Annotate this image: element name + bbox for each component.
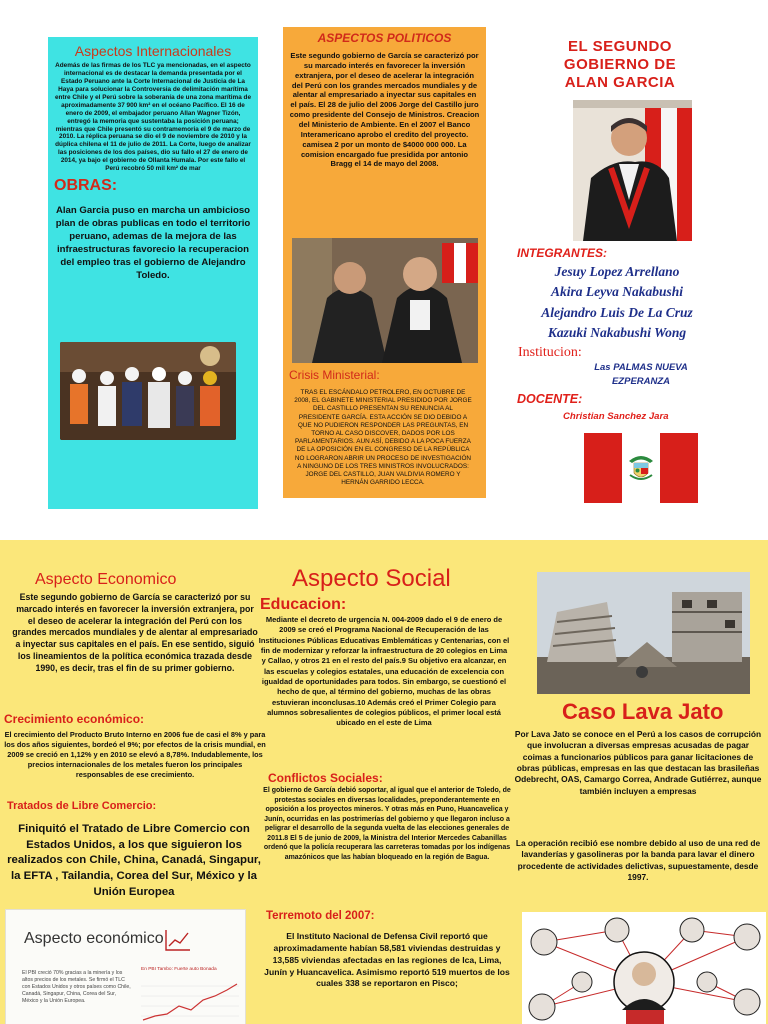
economico-title: Aspecto Economico <box>35 571 177 588</box>
flag-red-band <box>660 433 698 503</box>
crisis-title: Crisis Ministerial: <box>289 368 380 382</box>
crisis-text: TRAS EL ESCÁNDALO PETROLERO, EN OCTUBRE DE 2008, EL GABINETE MINISTERIAL PRESIDIDO POR JORGE DEL CASTILLO PRESENTAN SU RENUNCIA AL PRESIDENTE GARCÍA. ESTA ACCIÓN SE DIO DEBIDO A QUE NO PUDIERON RESPONDER LAS PREGUNTAS, EN TORNO AL CASO DISCOVER, DADOS POR LOS PARLAMENTARIOS. AUN ASÍ, DEBIDO A LA POCA FUERZA DE LA OPOSICIÓN EN EL CONGRESO DE LA REPÚBLICA NO LOGRARON ABRIR UN PROCESO DE INVESTIGACIÓN A NINGUNO DE LOS TRES MINISTROS INVOLUCRADOS: JORGE DEL CASTILLO, JUAN VALDIVIA ROMERO Y HERNÁN GARRIDO LECCA. <box>294 389 472 487</box>
economico-text: Este segundo gobierno de García se caracterizó por su marcado interés en favorecer la inversión extranjera, por el deseo de acelerar la integración del Perú con los grandes mercados mundiales y de alentar al empresariado a inyectar sus capitales en el país. En ese sentido, siguió los lineamientos de la política económica trazada desde 1990, es decir, tras el fin de su primer gobierno. <box>12 592 258 673</box>
educacion-title: Educacion: <box>260 596 347 613</box>
lavajato-text2: La operación recibió ese nombre debido al uso de una red de lavanderías y gasolineras por la banda para lavar el dinero procedente de actividades delictivas, supuestamente, desde 1997. <box>515 838 761 883</box>
obras-text: Alan Garcia puso en marcha un ambicioso plan de obras publicas en todo el territorio peruano, ademas de la mejora de las infraestructuras favorecio la recuperacion del empleo tras el gobierno de Alejandro Toledo. <box>55 205 251 281</box>
obras-title: OBRAS: <box>54 177 118 195</box>
internacionales-title: Aspectos Internacionales <box>74 43 232 59</box>
cover-title-line1: EL SEGUNDO <box>568 38 672 55</box>
cover-title <box>520 38 720 92</box>
garcia-meeting-photo <box>292 238 478 363</box>
alan-garcia-photo <box>573 100 692 241</box>
members-list <box>512 262 722 343</box>
lavajato-title: Caso Lava Jato <box>562 699 724 724</box>
member-name: Alejandro Luis De La Cruz <box>541 304 693 320</box>
peru-flag <box>584 433 698 503</box>
member-name: Kazuki Nakabushi Wong <box>547 324 687 340</box>
chart-icon <box>164 928 192 952</box>
infographic-caption: En PBI Tambo: Fuerte auto Bonada <box>141 967 217 972</box>
flag-white-band <box>622 433 660 503</box>
flag-red-band <box>584 433 622 503</box>
crecimiento-title: Crecimiento económico: <box>4 712 145 726</box>
crecimiento-text: El crecimiento del Producto Bruto Interno en 2006 fue de casi el 8% y para los dos años siguientes, bordeó el 9%; por efectos de la crisis mundial, en 2009 se creció en 1,12% y en 2010 se elevó a 8,78%. Indudablemente, los precios internacionales de los metales fueron los principales responsables de ese crecimiento. <box>4 730 266 779</box>
tlc-text: Finiquitó el Tratado de Libre Comercio con Estados Unidos, a los que siguieron los realizados con Chile, China, Canadá, Singapur, la EFTA , Tailandia, Corea del Sur, México y la Unión Europea <box>7 823 261 898</box>
politicos-title: ASPECTOS POLITICOS <box>317 31 452 45</box>
infographic-title: Aspecto económico <box>24 930 164 947</box>
lavajato-network-graphic <box>522 912 766 1024</box>
workers-photo <box>60 342 236 440</box>
panel-politicos <box>283 27 486 498</box>
conflictos-text: El gobierno de García debió soportar, al igual que el anterior de Toledo, de protestas sociales en diversas localidades, preponderantemente en oposición a los proyectos mineros. Y otras más en Puno, Huancavelica y Junín, ocurridas en las postrimerías del gobierno y que llegaron incluso a peligrar el desarrollo de la segunda vuelta de las elecciones generales de 2011.8 El 5 de junio de 2009, la Ministra del Interior Mercedes Cabanillas ordenó que la policía recuperara las carreteras tomadas por los indígenas amazónicos que las habían bloqueado en la región de Bagua. <box>263 787 511 861</box>
institucion-value: Las PALMAS NUEVA EZPERANZA <box>594 362 688 388</box>
politicos-text: Este segundo gobierno de García se caracterizó por su marcado interés en favorecer la inversión extranjera, por el deseo de acelerar la integración del Perú con los grandes mercados mundiales y de alentar al empresariado a inyectar sus capitales en el país. El 28 de julio del 2006 Jorge del Castillo juro como presidente del Consejo de Ministros. Creacion del Ministerio de Ambiente. En el 2007 el Banco Interamericano aprobo el credito del proyecto. camisea 2 por un monto de $4000 000 000. La comision encargado fue presidida por antonio Bragg el 14 de mayo del 2008. <box>289 51 480 169</box>
internacionales-text: Además de las firmas de los TLC ya mencionadas, en el aspecto internacional es de destacar la demanda presentada por el Estado Peruano ante la Corte Internacional de Justicia de La Haya para solucionar la Controversia de delimitación marítima entre Chile y el Perú sobre la soberanía de una zona marítima de aproximadamente 37 900 km² en el océano Pacífico. El 16 de enero de 2009, el embajador peruano Allan Wagner Tizón, entregó la memoria que sustentaba la posición peruana; mientras que Chile presentó su contramemoria el 9 de marzo de 2010. La réplica peruana se dio el 9 de noviembre de 2010 y la dúplica chilena el 11 de julio de 2011. La Corte, luego de analizar las posiciones de los dos países, dio su fallo el 27 de enero de 2014, ya bajo el gobierno de Ollanta Humala. Por este fallo el Perú recobró 50 mil km² de mar <box>54 62 252 173</box>
economico-infographic <box>5 909 246 1024</box>
member-name: Akira Leyva Nakabushi <box>550 284 683 300</box>
panel-internacionales <box>48 37 258 509</box>
member-name: Jesuy Lopez Arrellano <box>554 264 680 279</box>
terremoto-title: Terremoto del 2007: <box>266 910 375 922</box>
docente-label: DOCENTE: <box>517 392 583 406</box>
lavajato-text1: Por Lava Jato se conoce en el Perú a los casos de corrupción que involucran a diversas empresas acusadas de pagar coimas a funcionarios públicos para ganar licitaciones de obras públicas, empresas en las que destacan las brasileñas Odebrecht, OAS, Camargo Correa, Andrade Gutiérrez, aunque también incluyen a empresas <box>514 729 762 796</box>
conflictos-title: Conflictos Sociales: <box>268 771 383 785</box>
terremoto-text: El Instituto Nacional de Defensa Civil reportó que aproximadamente habían 58,581 viviendas destruidas y 13,585 viviendas afectadas en las regiones de Ica, Lima, Junín y Huancavelica. Asimismo reportó 519 muertos de los cuales 338 se reportaron en Pisco; <box>264 931 510 989</box>
cover-title-line3: ALAN GARCIA <box>564 74 676 91</box>
cover-title-line2: GOBIERNO DE <box>563 56 677 73</box>
integrantes-label: INTEGRANTES: <box>517 246 607 260</box>
institucion-label: Institucion: <box>518 345 582 360</box>
tlc-title: Tratados de Libre Comercio: <box>7 800 157 812</box>
social-title: Aspecto Social <box>292 565 451 592</box>
educacion-text: Mediante el decreto de urgencia N. 004-2009 dado el 9 de enero de 2009 se creó el Programa Nacional de Recuperación de las Instituciones Públicas Educativas Emblemáticas y Centenarias, con el fin de modernizar y reforzar la infraestructura de 20 colegios en Lima y Callao, y otros 21 en el resto del país.9 Su objetivo era alcanzar, en las escuelas y colegios estatales, una educación de excelencia con igualdad de oportunidades para todos. Sin embargo, se cuestionó el hecho de que, al término del gobierno, muchas de las obras estuvieran inconclusas.10 Además creó el Primer Colegio para alumnos sobresalientes de colegios públicos, el primer local está ubicado en el este de Lima <box>258 615 510 728</box>
coat-of-arms-icon <box>626 453 656 483</box>
infographic-chart <box>141 976 239 1024</box>
docente-value: Christian Sanchez Jara <box>563 411 669 422</box>
infographic-text: El PBI creció 70% gracias a la minería y los altos precios de los metales. Se firmó el TLC con Estados Unidos y otros países como Chile, Canadá, Singapur, China, Corea del Sur, México y la Unión Europea. <box>22 970 131 1005</box>
earthquake-photo <box>537 572 750 694</box>
